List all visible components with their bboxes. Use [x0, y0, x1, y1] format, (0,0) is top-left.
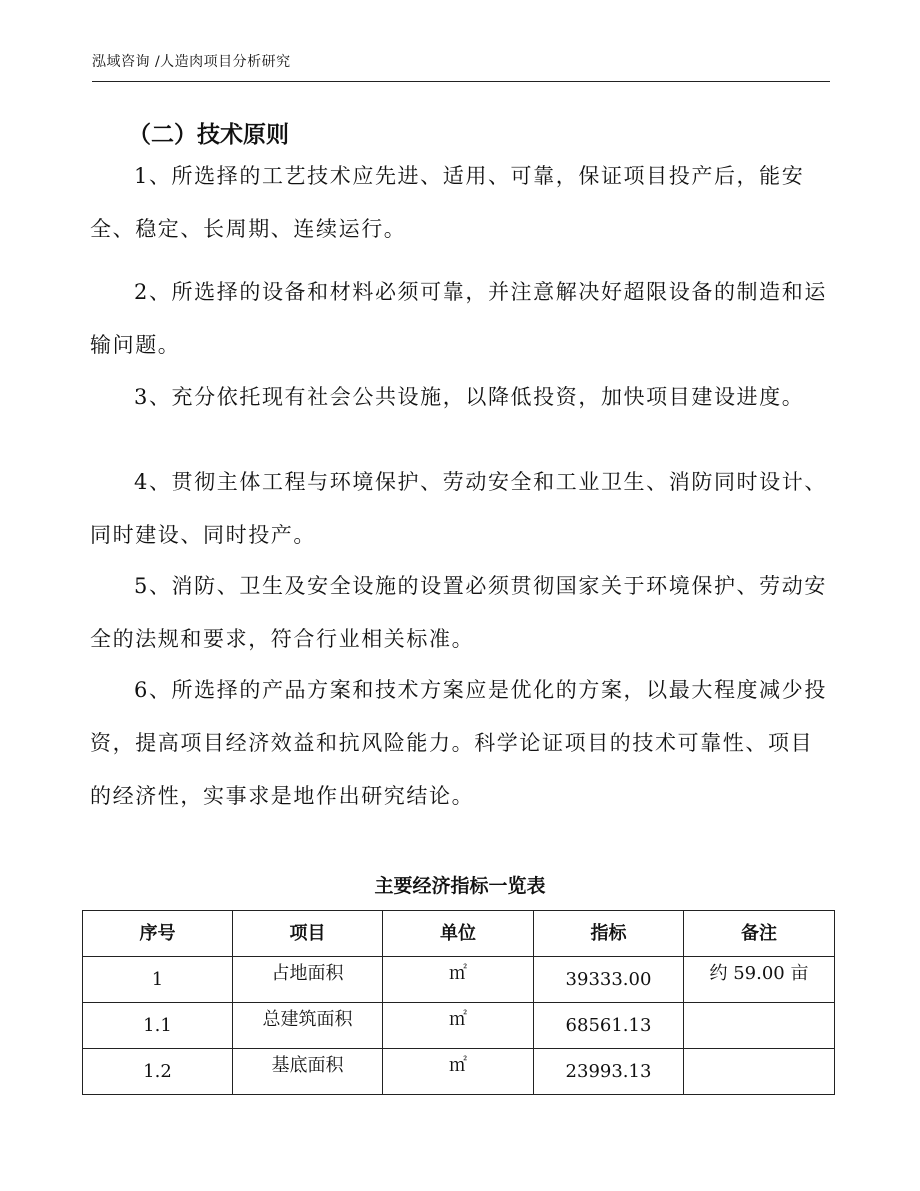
page-header: [92, 52, 830, 82]
section-title: （二）技术原则: [128, 121, 289, 148]
header-cell-remark: 备注: [684, 911, 835, 957]
paragraph-2: 2、所选择的设备和材料必须可靠，并注意解决好超限设备的制造和运输问题。: [90, 280, 827, 357]
table-row: [83, 1003, 835, 1049]
cell-value: 68561.13: [534, 1003, 684, 1049]
cell-remark: [684, 1049, 835, 1095]
header-cell-value: 指标: [534, 911, 684, 957]
cell-remark: [684, 1003, 835, 1049]
cell-item: 总建筑面积: [233, 1003, 383, 1049]
cell-value: 23993.13: [534, 1049, 684, 1095]
cell-index: 1.2: [83, 1049, 233, 1095]
table-row: [83, 957, 835, 1003]
cell-item: 占地面积: [233, 957, 383, 1003]
cell-value: 39333.00: [534, 957, 684, 1003]
table-header-row: [83, 911, 835, 957]
cell-unit: ㎡: [383, 1049, 534, 1095]
cell-index: 1: [83, 957, 233, 1003]
header-cell-index: 序号: [83, 911, 233, 957]
paragraph-4: 4、贯彻主体工程与环境保护、劳动安全和工业卫生、消防同时设计、同时建设、同时投产。: [90, 470, 827, 547]
paragraph-1: 1、所选择的工艺技术应先进、适用、可靠，保证项目投产后，能安全、稳定、长周期、连续运行。: [90, 164, 805, 241]
cell-index: 1.1: [83, 1003, 233, 1049]
header-cell-unit: 单位: [383, 911, 534, 957]
paragraph-5: 5、消防、卫生及安全设施的设置必须贯彻国家关于环境保护、劳动安全的法规和要求，符合行业相关标准。: [90, 574, 827, 651]
cell-item: 基底面积: [233, 1049, 383, 1095]
header-cell-item: 项目: [233, 911, 383, 957]
table-row: [83, 1049, 835, 1095]
paragraph-3: 3、充分依托现有社会公共设施，以降低投资，加快项目建设进度。: [134, 385, 805, 409]
cell-remark: 约 59.00 亩: [684, 957, 835, 1003]
cell-unit: ㎡: [383, 957, 534, 1003]
table-title: 主要经济指标一览表: [374, 875, 546, 897]
paragraph-6: 6、所选择的产品方案和技术方案应是优化的方案，以最大程度减少投资，提高项目经济效益和抗风险能力。科学论证项目的技术可靠性、项目的经济性，实事求是地作出研究结论。: [90, 678, 827, 808]
cell-unit: ㎡: [383, 1003, 534, 1049]
header-text: 泓域咨询 /人造肉项目分析研究: [92, 54, 291, 70]
economic-indicators-table: [82, 910, 835, 1095]
